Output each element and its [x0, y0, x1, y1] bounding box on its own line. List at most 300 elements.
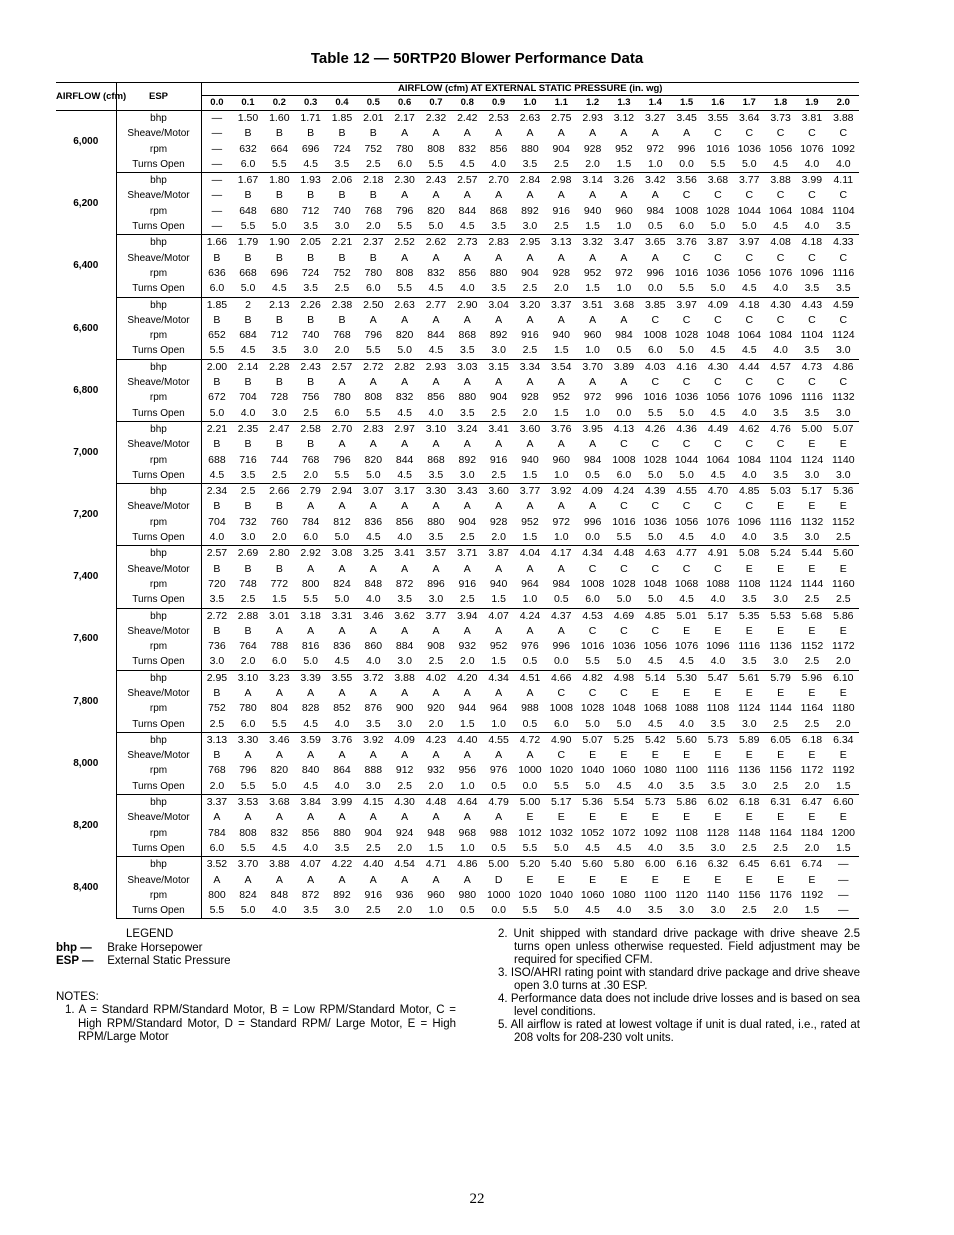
- table-cell: 4.40: [363, 858, 384, 871]
- table-cell: 3.30: [237, 733, 259, 746]
- table-cell: 2.5: [734, 903, 765, 919]
- table-cell: 4.55: [676, 485, 697, 498]
- table-row: [56, 499, 859, 514]
- table-cell: 2.92: [300, 547, 321, 560]
- table-cell: 5.36: [582, 796, 603, 809]
- table-cell: A: [369, 873, 377, 886]
- table-cell: 0.5: [483, 779, 514, 795]
- table-cell: 4.85: [645, 609, 666, 622]
- table-cell: —: [201, 204, 232, 219]
- table-cell: B: [338, 313, 346, 326]
- table-cell: 4.0: [702, 592, 733, 608]
- table-cell: A: [338, 500, 346, 513]
- airflow-group: [56, 857, 859, 919]
- table-cell: A: [369, 500, 377, 513]
- table-cell: 6.18: [739, 796, 760, 809]
- table-cell: 4.53: [582, 609, 603, 622]
- table-cell: 2.34: [201, 484, 232, 500]
- row-label: rpm: [116, 453, 201, 468]
- table-cell: E: [683, 624, 691, 637]
- table-cell: E: [620, 749, 628, 762]
- table-cell: 2.5: [483, 406, 514, 422]
- table-cell: A: [401, 686, 409, 699]
- table-cell: 5.17: [551, 796, 572, 809]
- table-cell: C: [588, 624, 597, 637]
- table-cell: 4.04: [519, 547, 541, 560]
- table-cell: 1016: [612, 515, 636, 528]
- table-cell: 5.79: [770, 671, 791, 684]
- table-cell: 1092: [831, 142, 855, 155]
- table-cell: 1172: [831, 640, 855, 653]
- table-cell: E: [745, 873, 753, 886]
- table-cell: 936: [395, 888, 414, 901]
- row-label: bhp: [116, 421, 201, 437]
- table-cell: 4.03: [645, 360, 666, 373]
- table-cell: 1036: [612, 640, 636, 653]
- table-cell: 752: [333, 266, 351, 279]
- table-cell: 5.0: [734, 219, 765, 235]
- table-cell: C: [620, 438, 628, 451]
- table-cell: C: [776, 376, 785, 389]
- table-cell: B: [201, 562, 232, 577]
- table-cell: 2.0: [546, 281, 577, 297]
- table-cell: A: [275, 624, 283, 637]
- table-cell: A: [495, 127, 503, 140]
- table-cell: A: [495, 749, 503, 762]
- table-cell: 6.0: [326, 406, 357, 422]
- table-cell: E: [714, 811, 722, 824]
- table-cell: 3.0: [734, 717, 765, 733]
- table-cell: C: [682, 251, 691, 264]
- table-cell: 3.94: [457, 609, 478, 622]
- table-cell: 4.5: [326, 654, 357, 670]
- table-cell: 916: [458, 577, 477, 590]
- table-cell: A: [338, 438, 346, 451]
- table-cell: A: [495, 438, 503, 451]
- table-cell: 2.06: [331, 174, 353, 187]
- table-cell: 4.5: [295, 157, 326, 173]
- table-cell: 668: [239, 266, 257, 279]
- table-cell: 0.0: [514, 779, 545, 795]
- table-row: [56, 903, 859, 919]
- table-cell: 6.0: [640, 343, 671, 359]
- table-cell: 3.10: [425, 422, 447, 435]
- table-cell: 836: [364, 515, 383, 528]
- table-cell: 820: [427, 204, 445, 217]
- table-cell: 2.0: [765, 903, 796, 919]
- esp-value-header: 0.6: [389, 96, 420, 111]
- table-cell: 3.12: [613, 112, 635, 124]
- table-cell: 4.0: [232, 406, 263, 422]
- table-cell: 2.18: [363, 174, 384, 187]
- table-cell: 1132: [831, 391, 855, 404]
- table-cell: A: [401, 251, 409, 264]
- table-cell: 632: [239, 142, 257, 155]
- row-label: bhp: [116, 359, 201, 375]
- table-cell: 1036: [643, 515, 667, 528]
- table-cell: 3.47: [613, 236, 635, 249]
- table-cell: 4.0: [608, 903, 639, 919]
- table-cell: 1068: [643, 702, 667, 715]
- table-cell: 2.26: [300, 298, 321, 311]
- table-cell: 2.28: [269, 360, 290, 373]
- esp-value-header: 0.5: [358, 96, 389, 111]
- table-cell: 4.5: [671, 592, 702, 608]
- table-cell: C: [714, 189, 722, 202]
- table-cell: A: [463, 127, 471, 140]
- table-cell: 5.89: [739, 733, 760, 746]
- table-cell: 2.95: [201, 670, 232, 686]
- table-cell: 4.5: [640, 717, 671, 733]
- row-label: rpm: [116, 266, 201, 281]
- table-row: [56, 281, 859, 297]
- table-cell: 1.0: [577, 406, 608, 422]
- row-label: rpm: [116, 701, 201, 716]
- table-cell: 1016: [674, 266, 699, 279]
- table-cell: E: [589, 873, 597, 886]
- table-cell: 5.07: [582, 733, 603, 746]
- table-cell: 4.91: [707, 547, 729, 560]
- table-cell: A: [369, 811, 377, 824]
- table-cell: 1040: [549, 888, 573, 901]
- table-cell: 2.5: [452, 592, 483, 608]
- table-cell: 1084: [768, 329, 793, 342]
- table-cell: 1072: [612, 826, 636, 839]
- table-row: [56, 546, 859, 562]
- table-row: [56, 484, 859, 500]
- airflow-value: 7,400: [73, 571, 99, 583]
- table-cell: 952: [489, 640, 508, 653]
- table-cell: 5.5: [389, 281, 420, 297]
- table-cell: 3.5: [483, 281, 514, 297]
- table-cell: 764: [239, 640, 257, 653]
- table-cell: C: [839, 313, 848, 326]
- table-cell: 5.0: [389, 343, 420, 359]
- table-cell: E: [745, 562, 753, 575]
- table-cell: 3.5: [734, 654, 765, 670]
- table-row: [56, 188, 859, 203]
- table-cell: 896: [427, 577, 445, 590]
- row-label: bhp: [116, 670, 201, 686]
- table-cell: 3.85: [645, 298, 666, 311]
- table-cell: 5.0: [671, 468, 702, 484]
- table-cell: A: [432, 500, 440, 513]
- table-row: [56, 204, 859, 219]
- table-cell: B: [244, 624, 252, 637]
- table-cell: 1.0: [608, 219, 639, 235]
- table-cell: 5.0: [577, 779, 608, 795]
- table-cell: 2.5: [734, 841, 765, 857]
- table-cell: 5.17: [801, 485, 823, 498]
- table-cell: E: [557, 873, 565, 886]
- table-cell: 3.5: [765, 406, 796, 422]
- table-row: [56, 297, 859, 313]
- table-cell: A: [369, 562, 377, 575]
- table-cell: C: [682, 313, 691, 326]
- table-row: [56, 266, 859, 281]
- table-cell: 5.5: [608, 530, 639, 546]
- table-cell: 952: [583, 266, 602, 279]
- table-cell: 832: [458, 142, 477, 155]
- table-cell: 820: [270, 764, 289, 777]
- table-cell: 5.07: [833, 422, 854, 435]
- table-cell: 2.5: [240, 485, 256, 498]
- table-cell: E: [651, 873, 659, 886]
- table-cell: 4.0: [796, 219, 827, 235]
- table-cell: A: [651, 127, 659, 140]
- table-cell: 4.71: [425, 858, 447, 871]
- table-cell: 2.5: [201, 717, 232, 733]
- table-cell: B: [369, 127, 377, 140]
- table-cell: 820: [395, 329, 414, 342]
- table-cell: 2.0: [514, 406, 545, 422]
- table-cell: 2.5: [765, 779, 796, 795]
- table-cell: 716: [239, 453, 257, 466]
- table-cell: 4.5: [264, 841, 295, 857]
- table-cell: E: [808, 500, 816, 513]
- table-cell: 5.60: [676, 733, 697, 746]
- table-cell: C: [557, 749, 566, 762]
- table-cell: 1132: [800, 515, 824, 528]
- table-cell: 1044: [737, 204, 761, 217]
- table-cell: 2.5: [828, 592, 859, 608]
- table-cell: C: [620, 624, 628, 637]
- table-cell: E: [620, 811, 628, 824]
- table-cell: 1160: [831, 577, 855, 590]
- note-2: 2. Unit shipped with standard drive package with drive sheave 2.5 turns open unless otherwise requested. Field adjustment may be required for specified CFM.: [498, 928, 860, 966]
- table-cell: 5.00: [801, 422, 823, 435]
- table-cell: A: [401, 562, 409, 575]
- table-cell: 2.38: [331, 298, 353, 311]
- table-cell: 1048: [612, 702, 636, 715]
- table-cell: E: [714, 749, 722, 762]
- table-cell: 1.66: [201, 235, 232, 251]
- table-cell: A: [432, 873, 440, 886]
- table-cell: A: [401, 811, 409, 824]
- table-cell: E: [620, 873, 628, 886]
- table-cell: 2.05: [300, 236, 321, 249]
- esp-value-header: 1.7: [734, 96, 765, 111]
- table-cell: C: [745, 251, 754, 264]
- row-label: rpm: [116, 888, 201, 903]
- table-cell: 828: [301, 702, 320, 715]
- table-cell: 4.5: [389, 406, 420, 422]
- table-cell: 0.0: [483, 903, 514, 919]
- table-cell: 4.0: [358, 592, 389, 608]
- table-cell: 4.24: [613, 485, 635, 498]
- table-cell: 2.5: [828, 530, 859, 546]
- table-cell: 2.30: [394, 174, 415, 187]
- table-cell: 808: [239, 826, 257, 839]
- table-cell: 3.31: [331, 609, 353, 622]
- table-row: [56, 826, 859, 841]
- table-row: [56, 624, 859, 639]
- table-cell: 1028: [580, 702, 605, 715]
- table-cell: 940: [583, 204, 602, 217]
- table-cell: 5.5: [577, 654, 608, 670]
- row-label: Sheave/Motor: [116, 748, 201, 763]
- table-cell: E: [526, 873, 534, 886]
- table-cell: 688: [201, 453, 232, 468]
- legend-definition: Brake Horsepower: [107, 941, 203, 954]
- table-cell: E: [808, 686, 816, 699]
- table-cell: A: [307, 873, 315, 886]
- table-cell: 0.0: [577, 530, 608, 546]
- table-cell: 2.17: [394, 112, 415, 124]
- row-label: bhp: [116, 111, 201, 127]
- table-cell: A: [369, 749, 377, 762]
- table-cell: B: [307, 313, 315, 326]
- table-cell: 4.40: [457, 733, 478, 746]
- table-cell: 920: [427, 702, 445, 715]
- table-cell: 2.0: [483, 530, 514, 546]
- table-cell: A: [338, 376, 346, 389]
- table-cell: 2.14: [237, 360, 259, 373]
- table-cell: 1120: [675, 888, 698, 901]
- table-cell: 1076: [706, 515, 730, 528]
- table-cell: 972: [615, 266, 633, 279]
- table-cell: 4.49: [707, 422, 729, 435]
- table-cell: A: [620, 376, 628, 389]
- table-cell: 3.64: [739, 112, 760, 124]
- table-cell: A: [244, 873, 252, 886]
- table-cell: 996: [646, 266, 665, 279]
- table-cell: 1096: [768, 391, 793, 404]
- table-cell: 2.5: [796, 592, 827, 608]
- table-cell: 4.0: [765, 281, 796, 297]
- table-cell: 5.0: [671, 406, 702, 422]
- table-cell: C: [651, 376, 660, 389]
- table-cell: 5.08: [739, 547, 760, 560]
- blower-performance-table: [56, 82, 859, 919]
- table-cell: 4.34: [488, 671, 509, 684]
- table-cell: 1.5: [452, 717, 483, 733]
- table-cell: E: [557, 811, 565, 824]
- table-cell: 3.84: [300, 796, 321, 809]
- table-cell: 780: [364, 266, 383, 279]
- table-cell: B: [201, 375, 232, 390]
- table-cell: C: [714, 251, 722, 264]
- table-cell: E: [589, 811, 597, 824]
- table-cell: 2.57: [331, 360, 353, 373]
- table-cell: 1148: [737, 826, 761, 839]
- table-cell: 3.5: [796, 406, 827, 422]
- table-cell: 5.0: [702, 219, 733, 235]
- table-cell: 5.47: [707, 671, 729, 684]
- table-cell: A: [495, 189, 503, 202]
- table-cell: E: [839, 438, 847, 451]
- table-cell: 880: [333, 826, 351, 839]
- table-cell: C: [808, 313, 816, 326]
- table-cell: 4.0: [734, 530, 765, 546]
- row-label: Sheave/Motor: [116, 188, 201, 203]
- table-cell: 1.0: [483, 717, 514, 733]
- table-cell: 2.52: [394, 236, 415, 249]
- table-cell: 1008: [549, 702, 573, 715]
- table-cell: 808: [395, 266, 414, 279]
- table-row: [56, 343, 859, 359]
- table-cell: 3.5: [452, 406, 483, 422]
- table-cell: A: [432, 811, 440, 824]
- table-cell: 6.10: [833, 671, 854, 684]
- table-cell: A: [432, 251, 440, 264]
- table-cell: 3.0: [326, 903, 357, 919]
- table-cell: 3.5: [420, 530, 451, 546]
- table-cell: 2.0: [201, 779, 232, 795]
- table-cell: 752: [201, 701, 232, 716]
- table-cell: E: [651, 811, 659, 824]
- row-label: Turns Open: [116, 281, 201, 297]
- table-cell: 3.59: [300, 733, 321, 746]
- table-cell: 5.5: [514, 903, 545, 919]
- table-cell: 3.07: [363, 485, 384, 498]
- table-cell: 0.0: [671, 157, 702, 173]
- table-cell: 1124: [769, 577, 792, 590]
- table-row: [56, 779, 859, 795]
- table-cell: 4.82: [582, 671, 603, 684]
- table-cell: E: [839, 686, 847, 699]
- table-cell: B: [275, 189, 283, 202]
- table-row: [56, 390, 859, 405]
- table-cell: 3.92: [363, 733, 384, 746]
- table-cell: 4.0: [796, 157, 827, 173]
- table-cell: A: [463, 811, 471, 824]
- table-cell: A: [401, 376, 409, 389]
- table-cell: 3.24: [457, 422, 478, 435]
- table-cell: 1088: [674, 702, 699, 715]
- table-cell: 3.42: [645, 174, 666, 187]
- table-cell: 5.42: [645, 733, 666, 746]
- table-cell: 744: [270, 453, 289, 466]
- table-cell: 5.5: [201, 903, 232, 919]
- row-label: Turns Open: [116, 530, 201, 546]
- table-cell: 952: [521, 515, 539, 528]
- table-cell: 1064: [706, 453, 730, 466]
- table-cell: —: [201, 111, 232, 127]
- table-cell: 3.52: [201, 857, 232, 873]
- table-cell: 1020: [549, 764, 573, 777]
- table-cell: C: [745, 189, 754, 202]
- table-cell: C: [651, 562, 660, 575]
- table-cell: 4.86: [833, 360, 854, 373]
- table-cell: 3.71: [457, 547, 478, 560]
- table-cell: C: [714, 562, 722, 575]
- table-cell: E: [777, 500, 785, 513]
- table-cell: E: [839, 811, 847, 824]
- table-cell: 5.25: [613, 733, 635, 746]
- table-cell: 796: [395, 204, 414, 217]
- table-cell: 5.86: [833, 609, 854, 622]
- row-label: Sheave/Motor: [116, 126, 201, 141]
- table-cell: 2.73: [457, 236, 478, 249]
- table-cell: 636: [201, 266, 232, 281]
- table-cell: 4.69: [613, 609, 635, 622]
- table-cell: 4.5: [295, 779, 326, 795]
- table-cell: 3.57: [425, 547, 447, 560]
- legend-abbr: bhp —: [56, 941, 92, 954]
- table-cell: 684: [239, 329, 257, 342]
- table-cell: 972: [552, 515, 571, 528]
- table-cell: B: [201, 437, 232, 452]
- table-cell: 3.5: [201, 592, 232, 608]
- table-cell: C: [620, 562, 628, 575]
- table-cell: 6.05: [770, 733, 791, 746]
- table-row: [56, 763, 859, 778]
- legend-term-esp: [56, 955, 456, 969]
- table-cell: 2.0: [420, 717, 451, 733]
- table-cell: 1068: [674, 577, 699, 590]
- table-cell: 0.0: [608, 406, 639, 422]
